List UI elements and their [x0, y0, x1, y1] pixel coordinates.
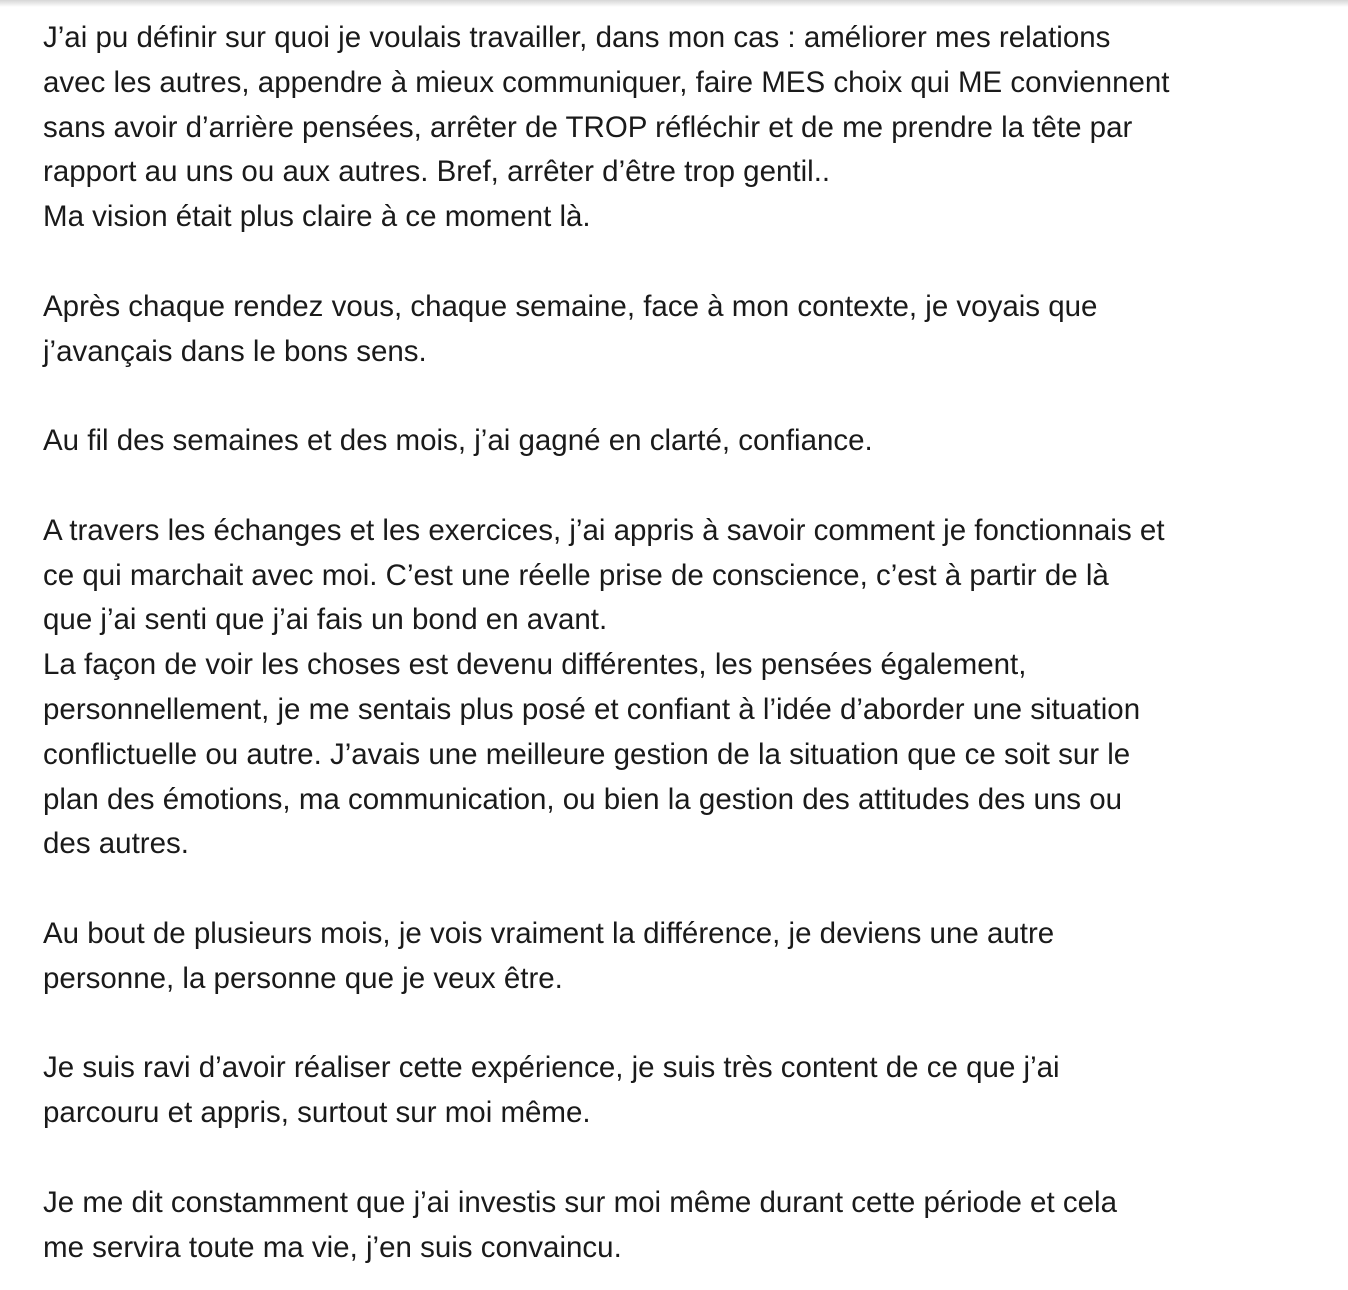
text-line: plan des émotions, ma communication, ou bien la gestion des attitudes des uns ou [43, 782, 1123, 816]
text-line: Au bout de plusieurs mois, je vois vraiment la différence, je deviens une autre [43, 916, 1055, 950]
text-line: des autres. [43, 827, 189, 861]
text-line: avec les autres, appendre à mieux communiquer, faire MES choix qui ME conviennent [43, 65, 1170, 99]
top-edge-shadow [0, 0, 1348, 7]
text-line: J’ai pu définir sur quoi je voulais travailler, dans mon cas : améliorer mes relations [43, 21, 1111, 54]
paragraph-progress [43, 285, 1333, 375]
text-line: Je me dit constamment que j’ai investis sur moi même durant cette période et cela [43, 1185, 1117, 1219]
text-line: que j’ai senti que j’ai fais un bond en avant. [43, 603, 608, 637]
paragraph-goals [43, 16, 1333, 240]
testimonial-text [43, 16, 1333, 1270]
text-line: Après chaque rendez vous, chaque semaine, face à mon contexte, je voyais que [43, 289, 1098, 323]
paragraph-difference [43, 912, 1333, 1002]
text-line: conflictuelle ou autre. J’avais une meilleure gestion de la situation que ce soit sur le [43, 737, 1131, 771]
text-line: personne, la personne que je veux être. [43, 961, 563, 995]
text-line: Au fil des semaines et des mois, j’ai gagné en clarté, confiance. [43, 424, 873, 458]
text-line: A travers les échanges et les exercices, j’ai appris à savoir comment je fonctionnais et [43, 513, 1165, 547]
text-line: rapport au uns ou aux autres. Bref, arrêter d’être trop gentil.. [43, 155, 831, 189]
text-line: j’avançais dans le bons sens. [43, 334, 427, 368]
paragraph-conclusion [43, 1181, 1333, 1271]
text-line: me servira toute ma vie, j’en suis convaincu. [43, 1230, 622, 1264]
text-line: ce qui marchait avec moi. C’est une réelle prise de conscience, c’est à partir de là [43, 558, 1109, 592]
paragraph-satisfaction [43, 1046, 1333, 1136]
text-line: personnellement, je me sentais plus posé et confiant à l’idée d’aborder une situation [43, 692, 1141, 726]
text-line: Ma vision était plus claire à ce moment là. [43, 200, 591, 234]
text-line: parcouru et appris, surtout sur moi même. [43, 1096, 591, 1130]
paragraph-confidence [43, 419, 1333, 464]
text-line: La façon de voir les choses est devenu différentes, les pensées également, [43, 648, 1027, 682]
text-line: Je suis ravi d’avoir réaliser cette expérience, je suis très content de ce que j’ai [43, 1051, 1060, 1085]
paragraph-awareness [43, 509, 1333, 867]
text-line: sans avoir d’arrière pensées, arrêter de TROP réfléchir et de me prendre la tête par [43, 110, 1133, 144]
